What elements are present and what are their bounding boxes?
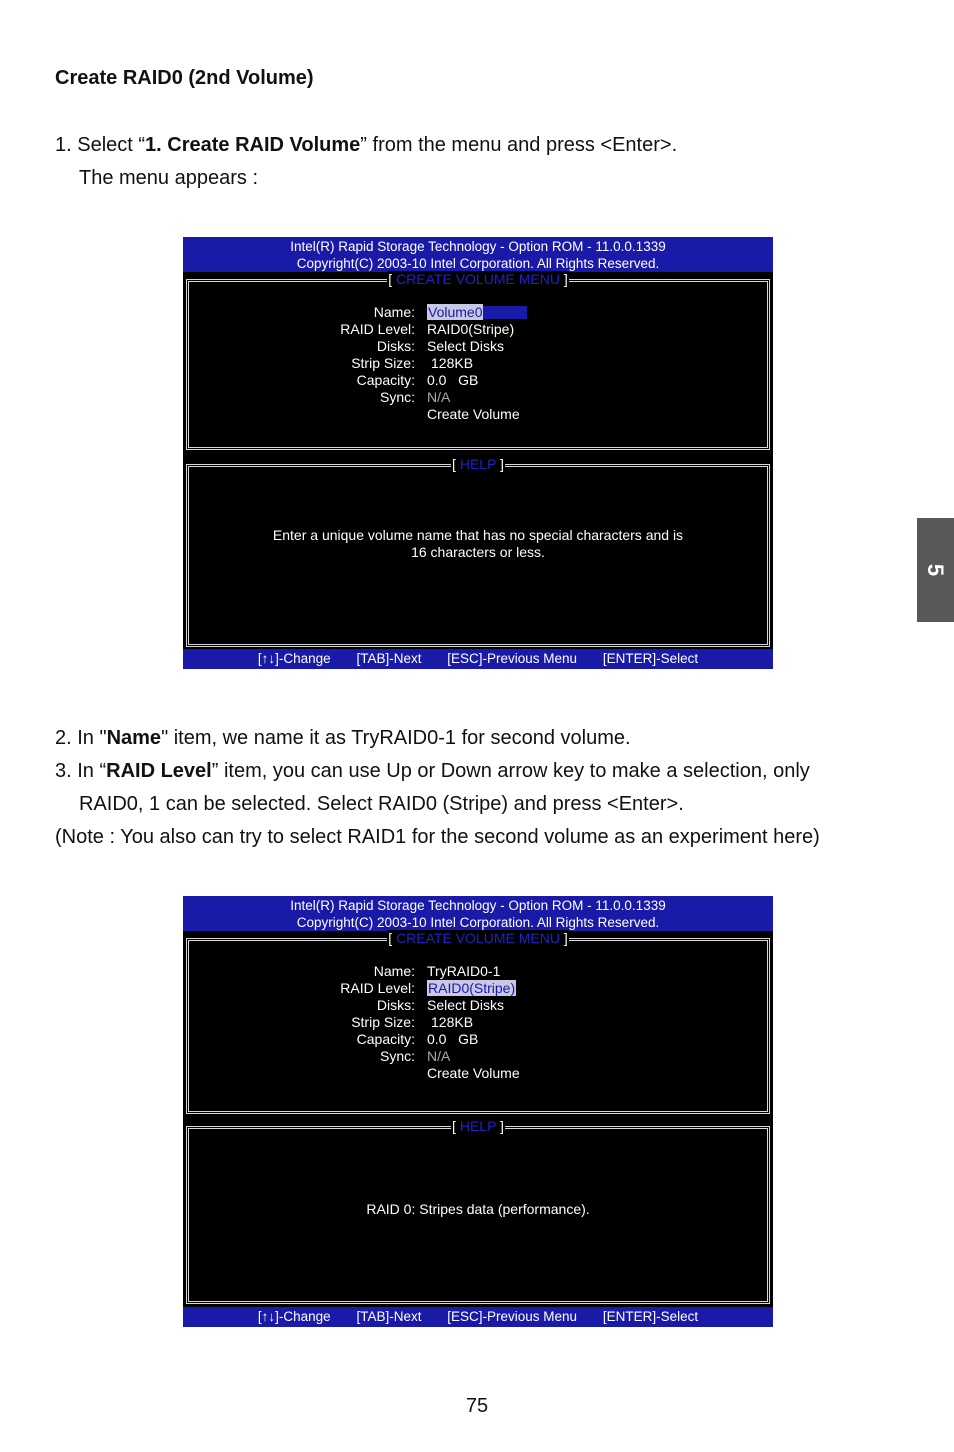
footer-select: [ENTER]-Select <box>602 651 699 666</box>
help-text: Enter a unique volume name that has no special characters and is 16 characters or less. <box>272 527 684 560</box>
step-1-suffix: ” from the menu and press <Enter>. <box>360 134 678 156</box>
step-1 <box>55 129 677 195</box>
bios-header <box>183 237 773 272</box>
create-volume-button[interactable]: Create Volume <box>427 1065 520 1081</box>
bios-screen-1 <box>183 237 773 669</box>
volume-fields <box>189 963 767 1082</box>
bios-header-line2: Copyright(C) 2003-10 Intel Corporation. All Rights Reserved. <box>296 915 660 930</box>
bios-header-line2: Copyright(C) 2003-10 Intel Corporation. All Rights Reserved. <box>296 256 660 271</box>
strip-size-value[interactable]: 128KB <box>431 1014 474 1030</box>
bios-footer <box>183 649 773 669</box>
note: (Note : You also can try to select RAID1 for the second volume as an experiment here) <box>55 826 820 848</box>
field-capacity[interactable]: Capacity: 0.0 GB <box>356 1031 479 1047</box>
step-3-bold: RAID Level <box>106 760 212 782</box>
field-capacity[interactable]: Capacity: 0.0 GB <box>356 372 479 388</box>
bios-footer <box>183 1307 773 1327</box>
capacity-value[interactable]: 0.0 GB <box>427 372 479 388</box>
create-volume-title: [ CREATE VOLUME MENU ] <box>388 930 568 946</box>
field-disks[interactable]: Disks: Select Disks <box>376 338 505 354</box>
chapter-tab: 5 <box>917 518 954 622</box>
field-disks[interactable]: Disks: Select Disks <box>376 997 505 1013</box>
capacity-value[interactable]: 0.0 GB <box>427 1031 479 1047</box>
raid-level-value[interactable]: RAID0(Stripe) <box>427 321 515 337</box>
footer-select: [ENTER]-Select <box>602 1309 699 1324</box>
help-text: RAID 0: Stripes data (performance). <box>366 1201 590 1217</box>
footer-next: [TAB]-Next <box>356 1309 422 1324</box>
field-strip-size[interactable]: Strip Size: 128KB <box>351 355 474 371</box>
disks-value[interactable]: Select Disks <box>427 997 505 1013</box>
field-strip-size[interactable]: Strip Size: 128KB <box>351 1014 474 1030</box>
field-sync: Sync: N/A <box>379 1048 451 1064</box>
strip-size-value[interactable]: 128KB <box>431 355 474 371</box>
footer-previous: [ESC]-Previous Menu <box>447 1309 578 1324</box>
create-volume-panel <box>186 930 770 1114</box>
create-volume-button[interactable]: Create Volume <box>427 406 520 422</box>
page-number: 75 <box>465 1395 489 1417</box>
create-volume-panel <box>186 271 770 450</box>
step-1-line2: The menu appears : <box>79 167 258 189</box>
step-3-line2: RAID0, 1 can be selected. Select RAID0 (Stripe) and press <Enter>. <box>79 793 684 815</box>
help-panel <box>186 456 770 647</box>
sync-value: N/A <box>427 389 451 405</box>
raid-level-value[interactable]: RAID0(Stripe) <box>428 980 516 996</box>
name-value[interactable]: Volume0 <box>428 304 483 320</box>
field-raid-level[interactable]: RAID Level: RAID0(Stripe) <box>340 980 516 996</box>
help-title: [ HELP ] <box>452 456 504 472</box>
bios-screen-2 <box>183 896 773 1327</box>
step-1-prefix: 1. Select “ <box>55 134 146 156</box>
footer-previous: [ESC]-Previous Menu <box>447 651 578 666</box>
footer-change: [↑↓]-Change <box>257 1309 331 1324</box>
bios-header-line1: Intel(R) Rapid Storage Technology - Option ROM - 11.0.0.1339 <box>290 898 666 913</box>
create-volume-title: [ CREATE VOLUME MENU ] <box>388 271 568 287</box>
step-2: 2. In "Name" item, we name it as TryRAID0-1 for second volume. <box>55 727 631 749</box>
help-panel <box>186 1118 770 1304</box>
step-3: 3. In “RAID Level” item, you can use Up or Down arrow key to make a selection, only RAID0, 1 can be selected. Select RAID0 (Stripe) and press <Enter>. (Note : You also can try to select RAID1 for the second volume as an experiment here) <box>55 755 820 854</box>
section-heading: Create RAID0 (2nd Volume) <box>55 67 314 89</box>
field-name[interactable]: Name: TryRAID0-1 <box>373 963 501 979</box>
field-raid-level[interactable]: RAID Level: RAID0(Stripe) <box>340 321 515 337</box>
step-1-bold: 1. Create RAID Volume <box>145 134 361 156</box>
footer-change: [↑↓]-Change <box>257 651 331 666</box>
volume-fields <box>189 304 767 423</box>
footer-next: [TAB]-Next <box>356 651 422 666</box>
help-title: [ HELP ] <box>452 1118 504 1134</box>
field-sync: Sync: N/A <box>379 389 451 405</box>
sync-value: N/A <box>427 1048 451 1064</box>
step-2-bold: Name <box>106 727 162 749</box>
bios-header-line1: Intel(R) Rapid Storage Technology - Option ROM - 11.0.0.1339 <box>290 239 666 254</box>
field-name[interactable]: Name: Volume0 <box>189 304 767 321</box>
name-value[interactable]: TryRAID0-1 <box>427 963 501 979</box>
disks-value[interactable]: Select Disks <box>427 338 505 354</box>
name-input-cursor <box>483 306 527 319</box>
bios-header <box>183 896 773 931</box>
